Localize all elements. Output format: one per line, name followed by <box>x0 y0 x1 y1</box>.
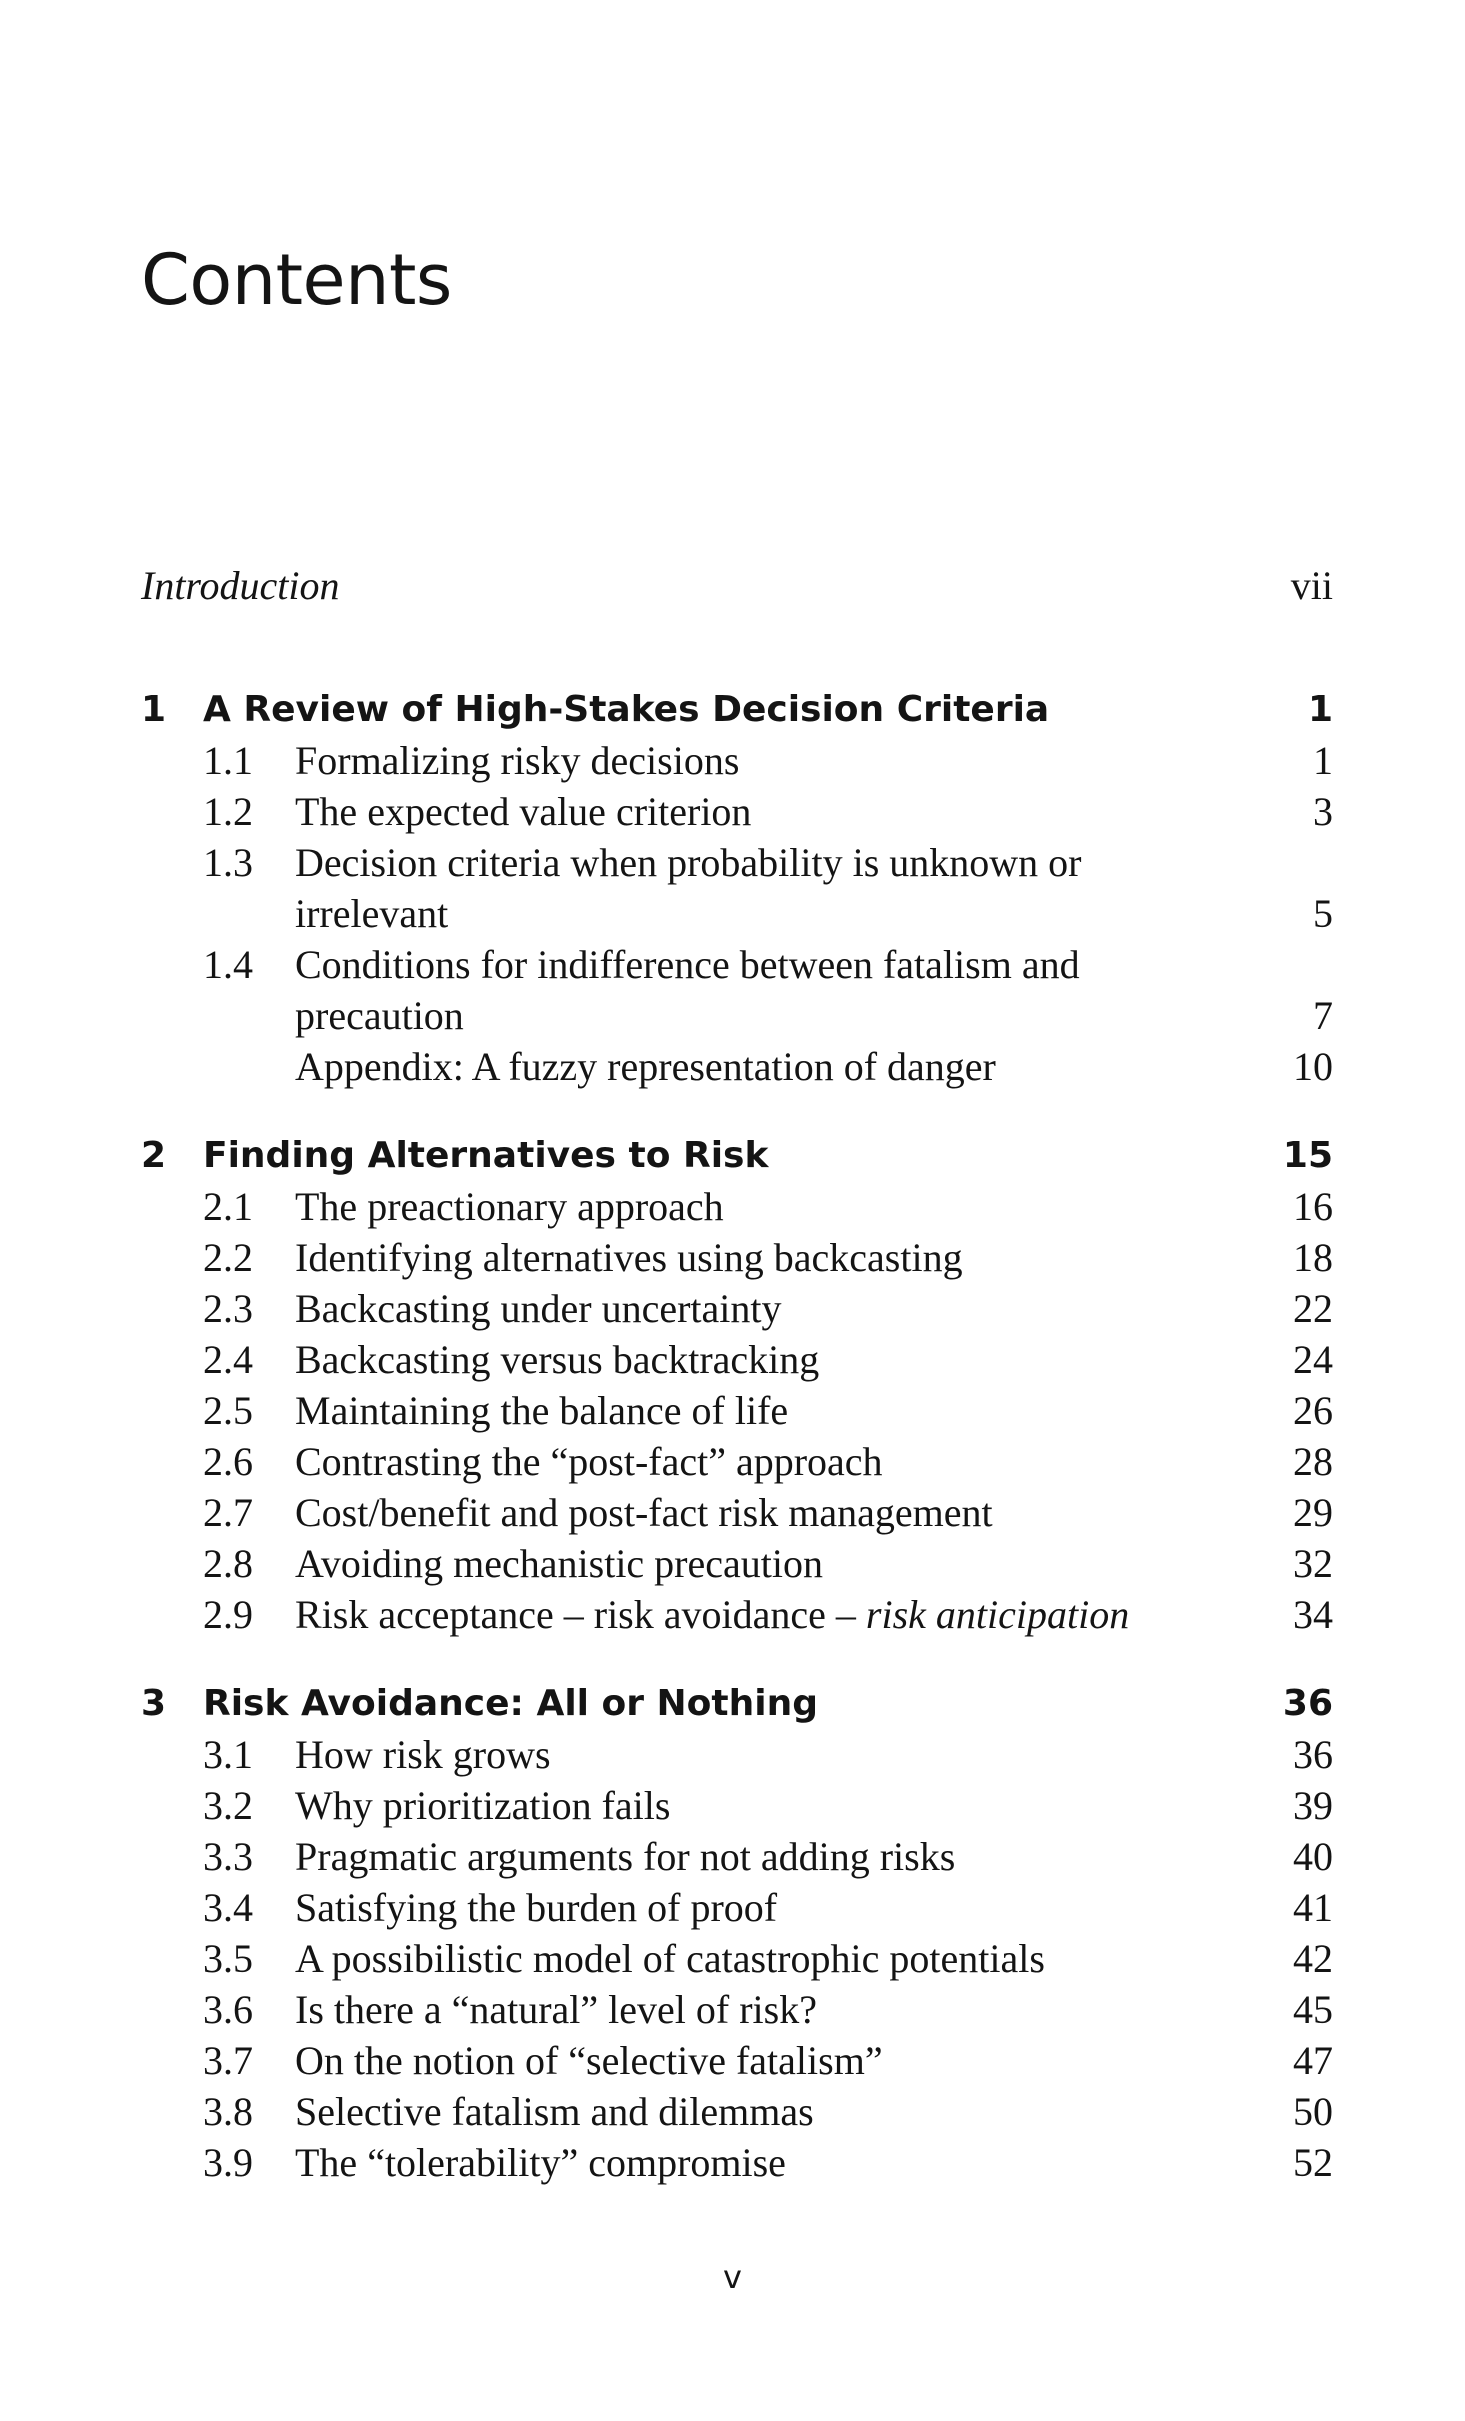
section-title <box>295 837 1081 888</box>
section-number: 3.4 <box>203 1885 253 1930</box>
section-title-text: Is there a “natural” level of risk? <box>295 1987 817 2032</box>
section-title-text: Decision criteria when probability is unknown or <box>295 840 1082 885</box>
toc-section-3-6[interactable] <box>141 1984 1333 2035</box>
toc-page-number: 40 <box>1293 1834 1333 1879</box>
section-title-continued: irrelevant <box>295 891 449 936</box>
toc-section-2-9[interactable] <box>141 1589 1333 1640</box>
toc-page-number: 22 <box>1293 1286 1333 1331</box>
section-title-text: Selective fatalism and dilemmas <box>295 2089 814 2134</box>
section-title <box>295 1181 724 1232</box>
toc-page-number: 1 <box>1307 689 1333 730</box>
toc-section-2-8[interactable] <box>141 1538 1333 1589</box>
section-title <box>295 2137 786 2188</box>
section-title <box>295 735 739 786</box>
toc-page-number: 26 <box>1293 1388 1333 1433</box>
toc-entry-label: Introduction <box>141 563 340 608</box>
section-title <box>295 1729 551 1780</box>
toc-page-number: 36 <box>1293 1732 1333 1777</box>
toc-appendix[interactable] <box>141 1041 1333 1092</box>
section-title-text: Why prioritization fails <box>295 1783 671 1828</box>
page-folio: v <box>723 2258 742 2296</box>
section-title <box>295 1933 1045 1984</box>
toc-page-number: 45 <box>1293 1987 1333 2032</box>
section-title <box>295 1538 823 1589</box>
toc-page-number: 28 <box>1293 1439 1333 1484</box>
section-title <box>295 2035 883 2086</box>
section-number: 3.6 <box>203 1987 253 2032</box>
section-title <box>295 939 1080 990</box>
toc-page-number: 7 <box>1313 993 1333 1038</box>
toc-section-2-7[interactable] <box>141 1487 1333 1538</box>
section-title <box>295 1882 777 1933</box>
toc-chapter-3[interactable] <box>141 1678 1333 1729</box>
chapter-title: Risk Avoidance: All or Nothing <box>203 1683 818 1724</box>
toc-section-1-3[interactable] <box>141 837 1333 888</box>
section-title <box>295 1041 996 1092</box>
toc-page-number: vii <box>1290 563 1333 608</box>
section-number: 2.3 <box>203 1286 253 1331</box>
toc-page-number: 41 <box>1293 1885 1333 1930</box>
toc-page-number: 10 <box>1293 1044 1333 1089</box>
toc-page-number: 50 <box>1293 2089 1333 2134</box>
section-number: 3.9 <box>203 2140 253 2185</box>
toc-section-2-1[interactable] <box>141 1181 1333 1232</box>
chapter-number: 2 <box>141 1135 167 1176</box>
section-title <box>295 1780 670 1831</box>
section-title <box>295 1436 883 1487</box>
section-number: 3.1 <box>203 1732 253 1777</box>
section-title-text: Cost/benefit and post-fact risk management <box>295 1490 993 1535</box>
chapter-title: A Review of High-Stakes Decision Criteria <box>203 689 1050 730</box>
section-title-text: Appendix: A fuzzy representation of danger <box>295 1044 996 1089</box>
section-title <box>295 786 751 837</box>
section-number: 2.9 <box>203 1592 253 1637</box>
section-title <box>295 1487 993 1538</box>
toc-section-3-2[interactable] <box>141 1780 1333 1831</box>
section-number: 2.2 <box>203 1235 253 1280</box>
section-title-text: Maintaining the balance of life <box>295 1388 789 1433</box>
chapter-number: 3 <box>141 1683 167 1724</box>
toc-section-3-7[interactable] <box>141 2035 1333 2086</box>
toc-page-number: 18 <box>1293 1235 1333 1280</box>
toc-section-2-5[interactable] <box>141 1385 1333 1436</box>
toc-section-1-2[interactable] <box>141 786 1333 837</box>
toc-section-1-4-continued[interactable] <box>141 990 1333 1041</box>
toc-page-number: 32 <box>1293 1541 1333 1586</box>
toc-page-number: 47 <box>1293 2038 1333 2083</box>
toc-page-number: 5 <box>1313 891 1333 936</box>
toc-page-number: 1 <box>1313 738 1333 783</box>
section-title <box>295 1385 788 1436</box>
chapter-number: 1 <box>141 689 167 730</box>
toc-section-1-3-continued[interactable] <box>141 888 1333 939</box>
section-number: 2.7 <box>203 1490 253 1535</box>
toc-page-number: 42 <box>1293 1936 1333 1981</box>
toc-section-2-2[interactable] <box>141 1232 1333 1283</box>
section-title <box>295 1831 955 1882</box>
toc-section-2-3[interactable] <box>141 1283 1333 1334</box>
section-title-text: Pragmatic arguments for not adding risks <box>295 1834 956 1879</box>
section-number: 3.8 <box>203 2089 253 2134</box>
section-title-text: Backcasting under uncertainty <box>295 1286 782 1331</box>
section-title-text: The preactionary approach <box>295 1184 724 1229</box>
section-title <box>295 2086 814 2137</box>
section-title-text: Risk acceptance – risk avoidance – <box>295 1592 866 1637</box>
toc-page-number: 34 <box>1293 1592 1333 1637</box>
section-title-text: On the notion of “selective fatalism” <box>295 2038 883 2083</box>
toc-section-3-5[interactable] <box>141 1933 1333 1984</box>
section-number: 3.3 <box>203 1834 253 1879</box>
section-title <box>295 1589 1129 1640</box>
section-number: 1.2 <box>203 789 253 834</box>
section-number: 1.1 <box>203 738 253 783</box>
toc-chapter-1[interactable] <box>141 684 1333 735</box>
toc-section-3-3[interactable] <box>141 1831 1333 1882</box>
toc-page-number: 29 <box>1293 1490 1333 1535</box>
section-number: 2.4 <box>203 1337 253 1382</box>
section-number: 2.5 <box>203 1388 253 1433</box>
section-title-italic: risk anticipation <box>865 1592 1130 1637</box>
section-title <box>295 1984 817 2035</box>
toc-page-number: 16 <box>1293 1184 1333 1229</box>
section-title-continued: precaution <box>295 993 464 1038</box>
section-title-text: How risk grows <box>295 1732 551 1777</box>
toc-section-1-1[interactable] <box>141 735 1333 786</box>
toc-section-2-6[interactable] <box>141 1436 1333 1487</box>
section-title-text: The expected value criterion <box>295 789 752 834</box>
toc-section-3-9[interactable] <box>141 2137 1333 2188</box>
section-title-text: Contrasting the “post-fact” approach <box>295 1439 883 1484</box>
section-number: 1.3 <box>203 840 253 885</box>
section-title <box>295 1283 781 1334</box>
section-number: 1.4 <box>203 942 253 987</box>
section-title-text: Identifying alternatives using backcasting <box>295 1235 963 1280</box>
toc-section-3-1[interactable] <box>141 1729 1333 1780</box>
page-title: Contents <box>141 239 452 321</box>
chapter-list <box>141 684 1333 2188</box>
toc-page-number: 39 <box>1293 1783 1333 1828</box>
section-title-text: Satisfying the burden of proof <box>295 1885 778 1930</box>
section-title-text: The “tolerability” compromise <box>295 2140 786 2185</box>
section-title-text: A possibilistic model of catastrophic potentials <box>295 1936 1045 1981</box>
toc-chapter-2[interactable] <box>141 1130 1333 1181</box>
toc-page-number: 24 <box>1293 1337 1333 1382</box>
table-of-contents <box>141 560 1333 2188</box>
section-title-text: Conditions for indifference between fatalism and <box>295 942 1080 987</box>
section-title-text: Formalizing risky decisions <box>295 738 740 783</box>
toc-page-number: 3 <box>1313 789 1333 834</box>
section-number: 3.7 <box>203 2038 253 2083</box>
section-title <box>295 1334 819 1385</box>
chapter-title: Finding Alternatives to Risk <box>203 1135 769 1176</box>
toc-section-3-4[interactable] <box>141 1882 1333 1933</box>
section-title-text: Avoiding mechanistic precaution <box>295 1541 823 1586</box>
section-number: 3.2 <box>203 1783 253 1828</box>
section-title-text: Backcasting versus backtracking <box>295 1337 820 1382</box>
section-number: 2.1 <box>203 1184 253 1229</box>
toc-page-number: 52 <box>1293 2140 1333 2185</box>
toc-section-1-4[interactable] <box>141 939 1333 990</box>
toc-section-2-4[interactable] <box>141 1334 1333 1385</box>
section-title <box>295 1232 963 1283</box>
toc-entry-introduction[interactable] <box>141 560 1333 611</box>
toc-page-number: 36 <box>1282 1683 1333 1724</box>
toc-section-3-8[interactable] <box>141 2086 1333 2137</box>
toc-page-number: 15 <box>1282 1135 1333 1176</box>
section-number: 2.6 <box>203 1439 253 1484</box>
section-number: 2.8 <box>203 1541 253 1586</box>
section-number: 3.5 <box>203 1936 253 1981</box>
